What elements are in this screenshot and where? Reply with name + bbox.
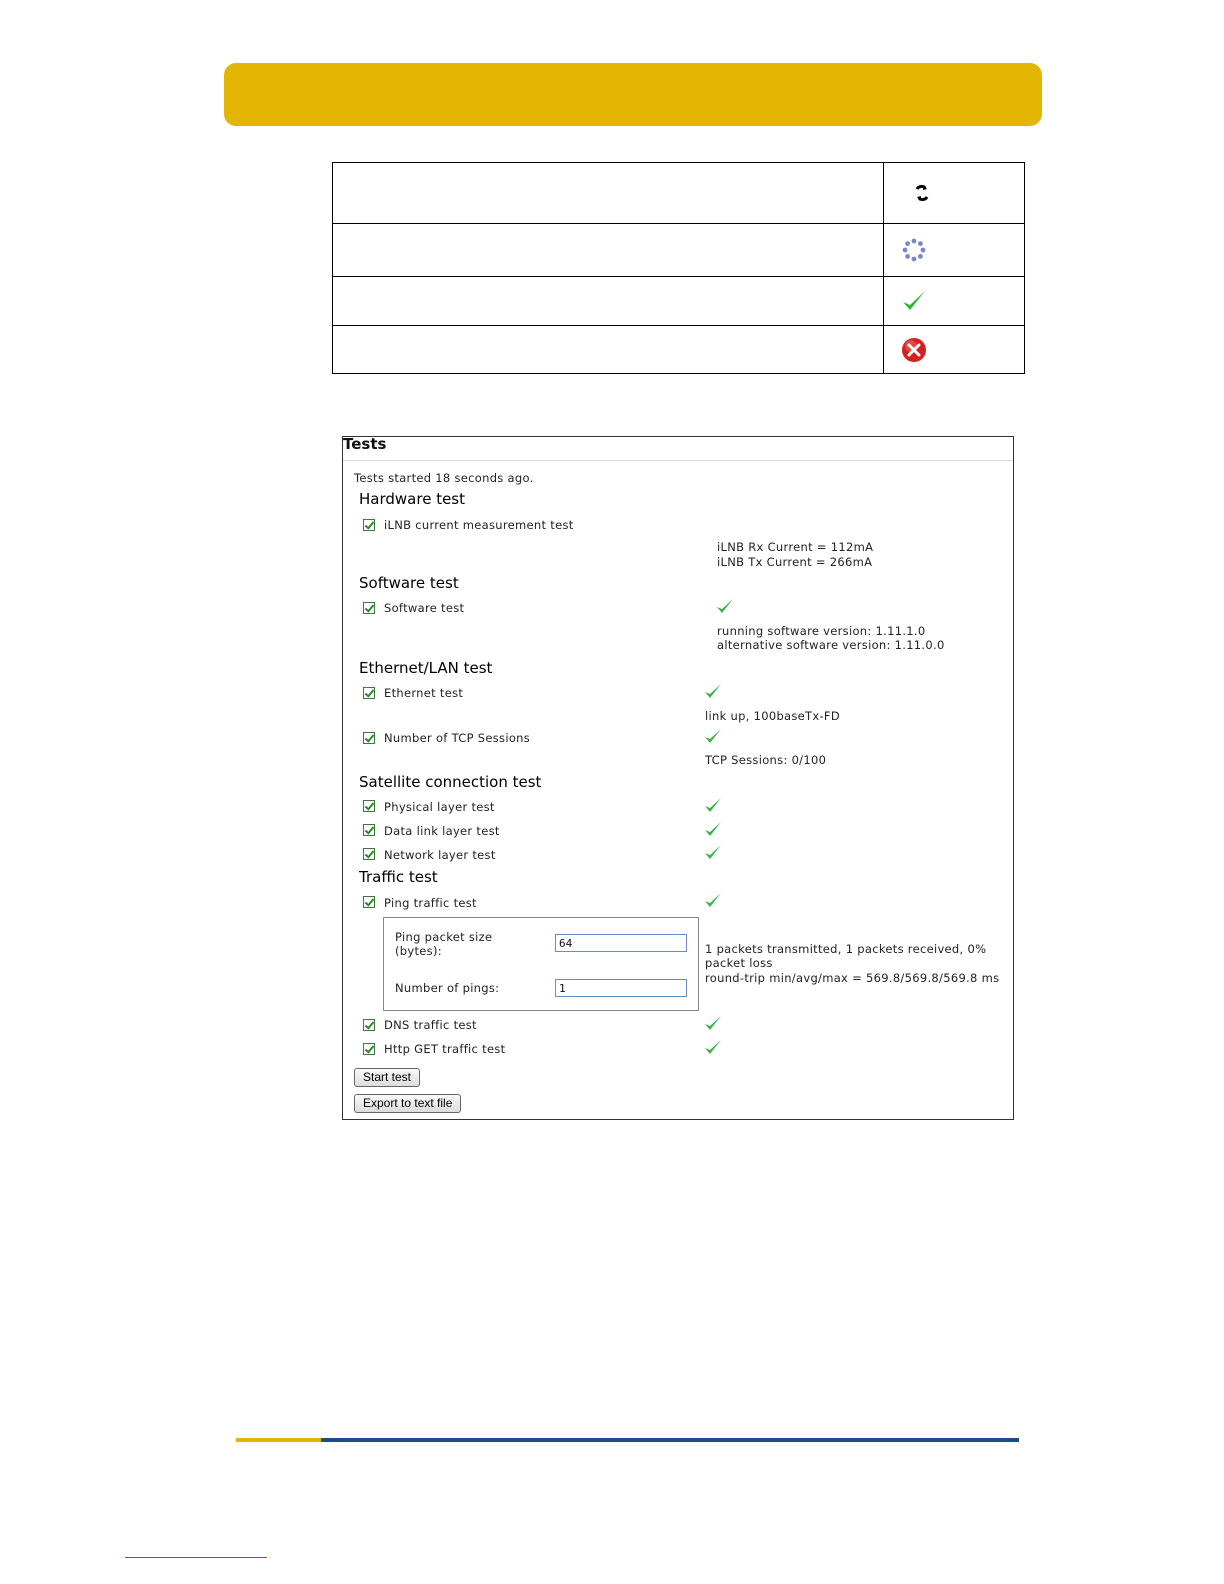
checkbox-physical[interactable] [363, 800, 375, 812]
header-banner [224, 63, 1042, 126]
test-label-software: Software test [384, 601, 465, 615]
result-sw-running: running software version: 1.11.1.0 [717, 624, 926, 638]
export-text-file-button[interactable]: Export to text file [354, 1094, 461, 1113]
success-check-icon [716, 598, 734, 614]
checkbox-ethernet[interactable] [363, 687, 375, 699]
ping-count-label: Number of pings: [395, 981, 500, 995]
ping-count-input[interactable]: 1 [555, 979, 687, 997]
success-check-icon [704, 1039, 722, 1055]
ping-result-line-1: 1 packets transmitted, 1 packets received, 0% [705, 942, 987, 956]
footer-rule-blue [321, 1438, 1019, 1442]
success-check-icon [704, 1015, 722, 1031]
result-sw-alt: alternative software version: 1.11.0.0 [717, 638, 945, 652]
ping-size-label-unit: (bytes): [395, 944, 442, 958]
panel-title: Tests [343, 435, 387, 453]
checkbox-datalink[interactable] [363, 824, 375, 836]
success-check-icon [704, 821, 722, 837]
refresh-icon [908, 179, 936, 207]
success-check-icon [704, 892, 722, 908]
test-label-ping: Ping traffic test [384, 896, 477, 910]
success-check-icon [704, 683, 722, 699]
success-check-icon [704, 797, 722, 813]
success-check-icon [704, 728, 722, 744]
test-label-http: Http GET traffic test [384, 1042, 506, 1056]
success-check-icon [900, 287, 928, 315]
legend-row [333, 326, 1025, 374]
result-tcp: TCP Sessions: 0/100 [705, 753, 827, 767]
section-heading-satellite: Satellite connection test [359, 773, 542, 791]
checkbox-ilnb[interactable] [363, 519, 375, 531]
test-label-ethernet: Ethernet test [384, 686, 464, 700]
checkbox-network[interactable] [363, 848, 375, 860]
legend-row [333, 163, 1025, 224]
ping-size-label: Ping packet size [395, 930, 493, 944]
checkbox-software[interactable] [363, 602, 375, 614]
ping-result-line-2: packet loss [705, 956, 773, 970]
divider [343, 460, 1013, 461]
checkbox-tcp[interactable] [363, 732, 375, 744]
tests-started-text: Tests started 18 seconds ago. [354, 471, 534, 485]
footer-rule-yellow [236, 1438, 321, 1442]
result-ilnb-tx: iLNB Tx Current = 266mA [717, 555, 873, 569]
test-label-network: Network layer test [384, 848, 496, 862]
test-label-physical: Physical layer test [384, 800, 495, 814]
status-legend-table [332, 162, 1025, 374]
result-ethernet: link up, 100baseTx-FD [705, 709, 841, 723]
loading-spinner-icon [900, 236, 928, 264]
tests-panel [342, 436, 1014, 1120]
checkbox-dns[interactable] [363, 1019, 375, 1031]
test-label-datalink: Data link layer test [384, 824, 500, 838]
section-heading-ethernet: Ethernet/LAN test [359, 659, 493, 677]
test-label-tcp: Number of TCP Sessions [384, 731, 531, 745]
test-label-ilnb: iLNB current measurement test [384, 518, 574, 532]
footer-link-underline [125, 1557, 267, 1558]
success-check-icon [704, 844, 722, 860]
test-label-dns: DNS traffic test [384, 1018, 477, 1032]
ping-size-input[interactable]: 64 [555, 934, 687, 952]
checkbox-http[interactable] [363, 1043, 375, 1055]
section-heading-hardware: Hardware test [359, 490, 465, 508]
legend-row [333, 277, 1025, 326]
section-heading-software: Software test [359, 574, 459, 592]
error-icon [900, 336, 928, 364]
ping-result-line-3: round-trip min/avg/max = 569.8/569.8/569.8 ms [705, 971, 1000, 985]
start-test-button[interactable]: Start test [354, 1068, 420, 1087]
legend-row [333, 224, 1025, 277]
ping-settings-box [383, 917, 699, 1011]
section-heading-traffic: Traffic test [359, 868, 438, 886]
result-ilnb-rx: iLNB Rx Current = 112mA [717, 540, 874, 554]
checkbox-ping[interactable] [363, 896, 375, 908]
